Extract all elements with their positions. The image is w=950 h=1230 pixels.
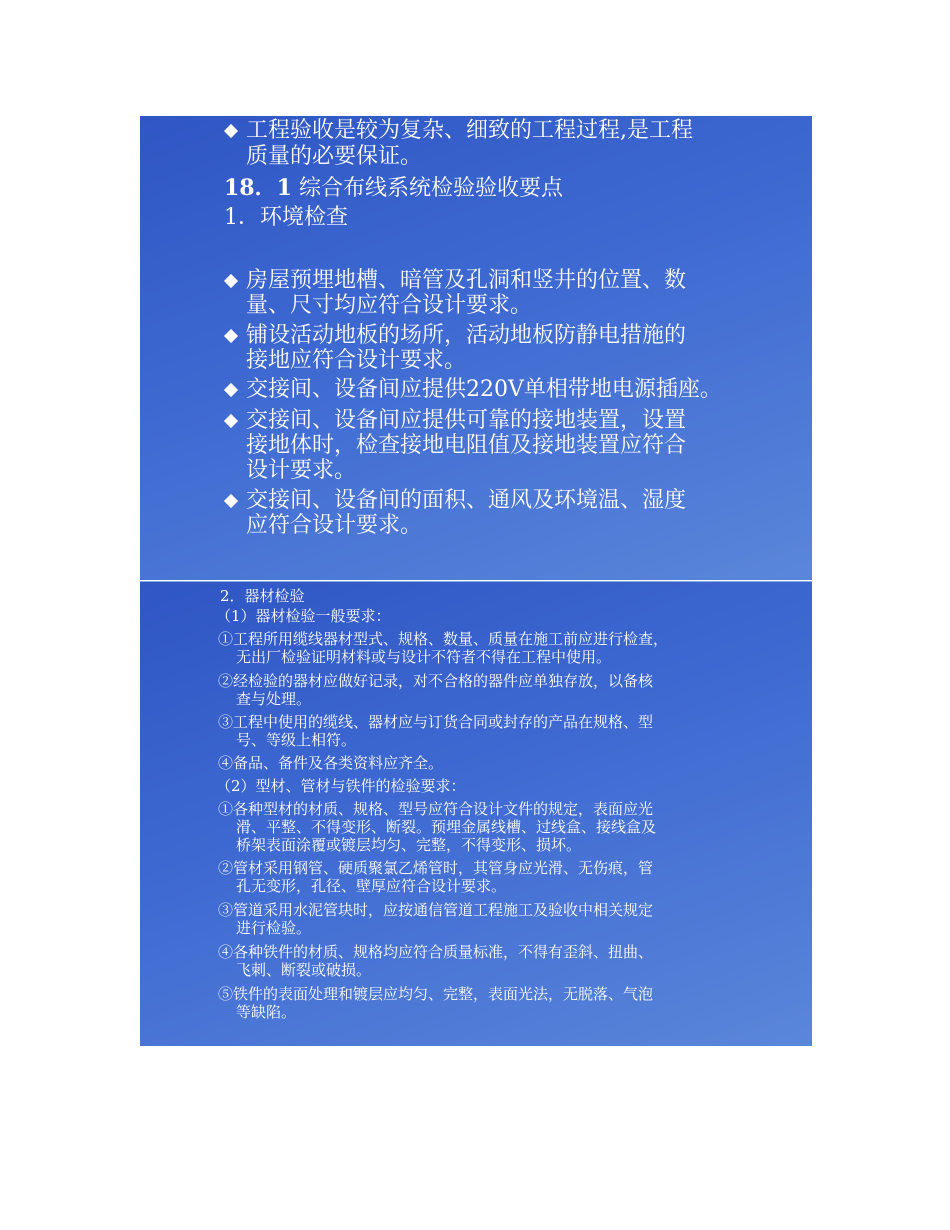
s2-line: ③管道采用水泥管块时，应按通信管道工程施工及验收中相关规定: [218, 901, 654, 919]
s2-line: ④备品、备件及各类资料应齐全。: [218, 754, 444, 772]
s2-line: 滑、平整、不得变形、断裂。预埋金属线槽、过线盒、接线盒及: [236, 818, 657, 836]
bullet-5-line-2: 应符合设计要求。: [246, 513, 423, 538]
diamond-bullet-icon: [224, 414, 238, 428]
s2-line: 桥架表面涂覆或镀层均匀、完整，不得变形、损坏。: [236, 836, 582, 854]
bullet-1-line-1: 房屋预埋地槽、暗管及孔洞和竖井的位置、数: [246, 268, 687, 293]
intro-line-1: 工程验收是较为复杂、细致的工程过程,是工程: [246, 118, 693, 143]
bullet-5-line-1: 交接间、设备间的面积、通风及环境温、湿度: [246, 488, 687, 513]
section-number: 18．1: [224, 175, 292, 201]
diamond-bullet-icon: [224, 329, 238, 343]
s2-subheading-2: （2）型材、管材与铁件的检验要求：: [216, 777, 466, 795]
bullet-1-line-2: 量、尺寸均应符合设计要求。: [246, 293, 533, 318]
s2-line: ②经检验的器材应做好记录，对不合格的器件应单独存放，以备核: [218, 672, 654, 690]
s2-subheading-1: （1）器材检验一般要求：: [216, 607, 391, 625]
bullet-2-line-1: 铺设活动地板的场所，活动地板防静电措施的: [246, 323, 687, 348]
s2-line: ①工程所用缆线器材型式、规格、数量、质量在施工前应进行检查，: [218, 630, 669, 648]
s2-line: 号、等级上相符。: [236, 731, 357, 749]
s2-line: 等缺陷。: [236, 1003, 297, 1021]
section-heading: [224, 175, 563, 202]
bullet-4-line-1: 交接间、设备间应提供可靠的接地装置，设置: [246, 408, 687, 433]
bullet-4-line-3: 设计要求。: [246, 458, 357, 483]
sub-heading: 1．环境检查: [224, 205, 348, 230]
slide-material-inspection: [140, 581, 812, 1046]
bullet-2-line-2: 接地应符合设计要求。: [246, 348, 467, 373]
s2-line: 查与处理。: [236, 690, 312, 708]
s2-line: 飞刺、断裂或破损。: [236, 961, 372, 979]
bullet-3-line-1: 交接间、设备间应提供220V单相带地电源插座。: [246, 377, 722, 402]
diamond-bullet-icon: [224, 494, 238, 508]
diamond-bullet-icon: [224, 383, 238, 397]
s2-line: 无出厂检验证明材料或与设计不符者不得在工程中使用。: [236, 648, 612, 666]
s2-line: ④各种铁件的材质、规格均应符合质量标准，不得有歪斜、扭曲、: [218, 943, 654, 961]
diamond-bullet-icon: [224, 274, 238, 288]
s2-line: ⑤铁件的表面处理和镀层应均匀、完整，表面光法，无脱落、气泡: [218, 985, 654, 1003]
diamond-bullet-icon: [224, 124, 238, 138]
slide-environment-check: [140, 116, 812, 580]
bullet-4-line-2: 接地体时，检查接地电阻值及接地装置应符合: [246, 433, 687, 458]
s2-line: 孔无变形，孔径、壁厚应符合设计要求。: [236, 877, 507, 895]
s2-line: 进行检验。: [236, 919, 312, 937]
s2-line: ②管材采用钢管、硬质聚氯乙烯管时，其管身应光滑、无伤痕，管: [218, 859, 654, 877]
intro-line-2: 质量的必要保证。: [246, 144, 423, 169]
section-title: 综合布线系统检验验收要点: [298, 176, 563, 201]
s2-heading: 2．器材检验: [220, 587, 305, 605]
s2-line: ①各种型材的材质、规格、型号应符合设计文件的规定，表面应光: [218, 800, 654, 818]
s2-line: ③工程中使用的缆线、器材应与订货合同或封存的产品在规格、型: [218, 713, 654, 731]
